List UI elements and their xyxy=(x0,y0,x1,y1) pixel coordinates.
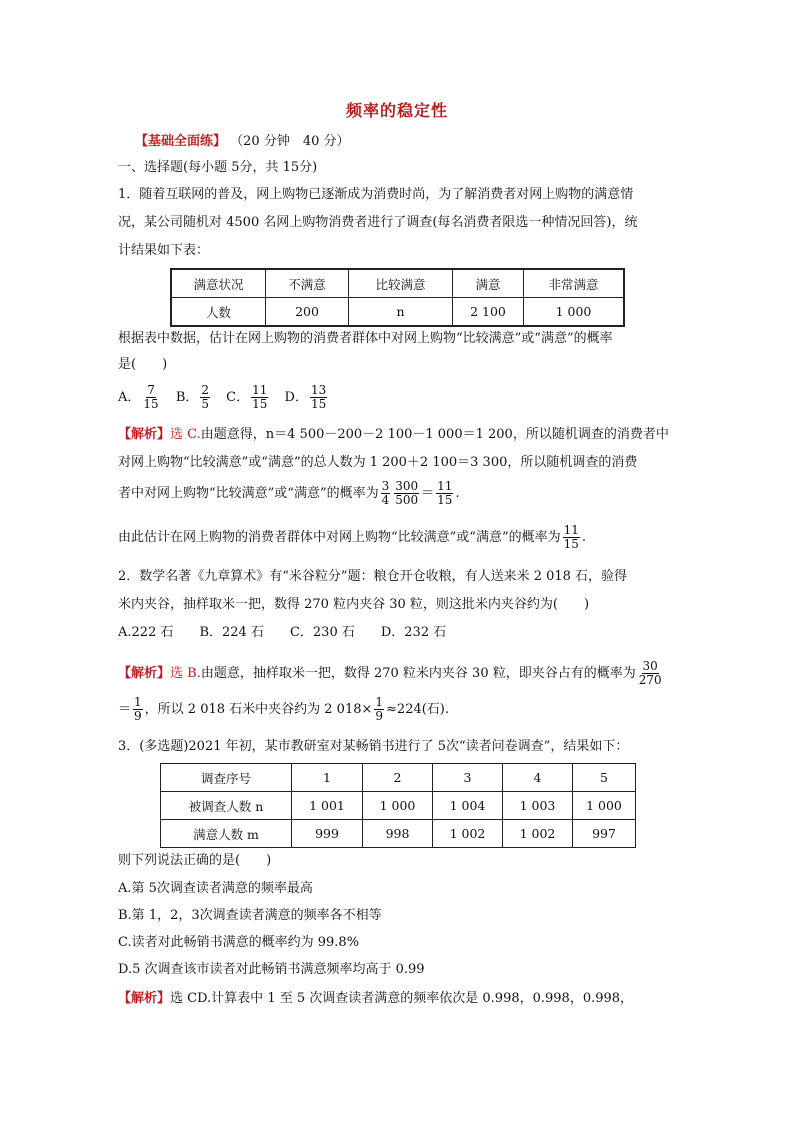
table-cell: 998 xyxy=(363,820,433,848)
table-cell: 1 003 xyxy=(503,792,573,820)
q1-line-2: 况，某公司随机对 4500 名网上购物消费者进行了调查(每名消费者限选一种情况回答)，统 xyxy=(118,215,638,230)
q1-analysis-line-4: 由此估计在网上购物的消费者群体中对网上购物“比较满意”或“满意”的概率为 $\frac{11}{15}$ . xyxy=(118,523,587,551)
table-cell: n xyxy=(349,298,453,327)
table-cell: 1 000 xyxy=(573,792,636,820)
q1-line-3: 计结果如下表： xyxy=(118,243,210,258)
q1-ask-1: 根据表中数据，估计在网上购物的消费者群体中对网上购物“比较满意”或“满意”的概率 xyxy=(118,331,613,346)
table-cell: 4 xyxy=(503,764,573,792)
analysis-tag: 【解析】 xyxy=(118,666,171,681)
table-cell: 不满意 xyxy=(266,269,349,298)
analysis-tag: 【解析】 xyxy=(118,991,171,1006)
q3-option-b: B.第 1，2，3次调查读者满意的频率各不相等 xyxy=(118,908,382,923)
analysis-choice: 选 C. xyxy=(170,427,201,442)
part-heading: 一、选择题(每小题 5分，共 15分) xyxy=(118,160,318,175)
table-cell: 1 001 xyxy=(292,792,363,820)
table-cell: 999 xyxy=(292,820,363,848)
table-row xyxy=(171,269,624,298)
q3-option-a: A.第 5次调查读者满意的频率最高 xyxy=(118,881,313,896)
q1-ask-2: 是( ) xyxy=(118,357,168,372)
option-d: D． $\frac{13}{15}$ xyxy=(284,383,327,411)
page-title: 频率的稳定性 xyxy=(345,101,448,120)
q2-analysis-line-1: 【解析】选 B.由题意，抽样取米一把，数得 270 粒米内夹谷 30 粒，即夹谷占有的概率为 $\frac{30}{270}$ xyxy=(118,659,662,687)
q2-line-1: 2．数学名著《九章算术》有“米谷粒分”题：粮仓开仓收粮，有人送来米 2 018 石，验得 xyxy=(118,569,628,584)
table-cell: 1 000 xyxy=(524,298,625,327)
q2-line-2: 米内夹谷，抽样取米一把，数得 270 粒内夹谷 30 粒，则这批米内夹谷约为( ) xyxy=(118,597,590,612)
q2-options: A.222 石 B．224 石 C．230 石 D．232 石 xyxy=(118,625,447,640)
table-row xyxy=(171,298,624,327)
table-cell: 人数 xyxy=(171,298,266,327)
q1-table xyxy=(170,268,625,327)
analysis-tag: 【解析】 xyxy=(118,427,171,442)
table-cell: 2 100 xyxy=(453,298,524,327)
section-tag: 【基础全面练】 xyxy=(135,134,227,149)
table-cell: 1 004 xyxy=(433,792,503,820)
table-row xyxy=(161,820,636,848)
table-cell: 997 xyxy=(573,820,636,848)
table-cell: 满意 xyxy=(453,269,524,298)
table-cell: 1 002 xyxy=(433,820,503,848)
q1-options xyxy=(118,384,329,411)
table-cell: 满意人数 m xyxy=(161,820,292,848)
table-cell: 被调查人数 n xyxy=(161,792,292,820)
table-cell: 200 xyxy=(266,298,349,327)
section-meta: （20 分钟 40 分） xyxy=(230,134,350,149)
option-c: C． $\frac{11}{15}$ xyxy=(226,383,268,411)
q1-analysis-line-1: 【解析】选 C.由题意得，n＝4 500－200－2 100－1 000＝1 200，所以随机调查的消费者中 xyxy=(118,427,669,442)
table-cell: 调查序号 xyxy=(161,764,292,792)
table-cell: 5 xyxy=(573,764,636,792)
table-cell: 比较满意 xyxy=(349,269,453,298)
table-cell: 2 xyxy=(363,764,433,792)
q1-analysis-line-2: 对网上购物“比较满意”或“满意”的总人数为 1 200＋2 100＝3 300，所以随机调查的消费 xyxy=(118,455,638,470)
q3-table xyxy=(160,763,636,848)
table-cell: 满意状况 xyxy=(171,269,266,298)
table-cell: 1 000 xyxy=(363,792,433,820)
section-header xyxy=(135,133,350,151)
q3-option-d: D.5 次调查该市读者对此畅销书满意频率均高于 0.99 xyxy=(118,962,425,977)
q1-analysis-line-3: 者中对网上购物“比较满意”或“满意”的概率为 $\frac{3}{4}$ $\frac{300}{500}$ ＝ $\frac{11}{15}$ . xyxy=(118,479,460,507)
q3-line-1: 3．(多选题)2021 年初，某市教研室对某畅销书进行了 5次“读者问卷调查”，结果如下： xyxy=(118,739,629,754)
analysis-choice: 选 B. xyxy=(170,666,201,681)
table-cell: 非常满意 xyxy=(524,269,625,298)
table-cell: 1 xyxy=(292,764,363,792)
table-cell: 1 002 xyxy=(503,820,573,848)
q3-analysis-line-1: 【解析】选 CD.计算表中 1 至 5 次调查读者满意的频率依次是 0.998，0.998，0.998， xyxy=(118,991,634,1006)
table-row xyxy=(161,792,636,820)
table-row xyxy=(161,764,636,792)
option-b: B． $\frac{2}{5}$ xyxy=(175,383,210,411)
q1-line-1: 1．随着互联网的普及，网上购物已逐渐成为消费时尚，为了解消费者对网上购物的满意情 xyxy=(118,187,634,202)
q3-ask: 则下列说法正确的是( ) xyxy=(118,853,272,868)
table-cell: 3 xyxy=(433,764,503,792)
q3-option-c: C.读者对此畅销书满意的概率约为 99.8% xyxy=(118,935,360,950)
option-a: A． $\frac{7}{15}$ xyxy=(118,383,159,411)
q2-analysis-line-2: ＝ $\frac{1}{9}$ ，所以 2 018 石米中夹谷约为 2 018× $\frac{1}{9}$ ≈224(石). xyxy=(118,695,450,723)
